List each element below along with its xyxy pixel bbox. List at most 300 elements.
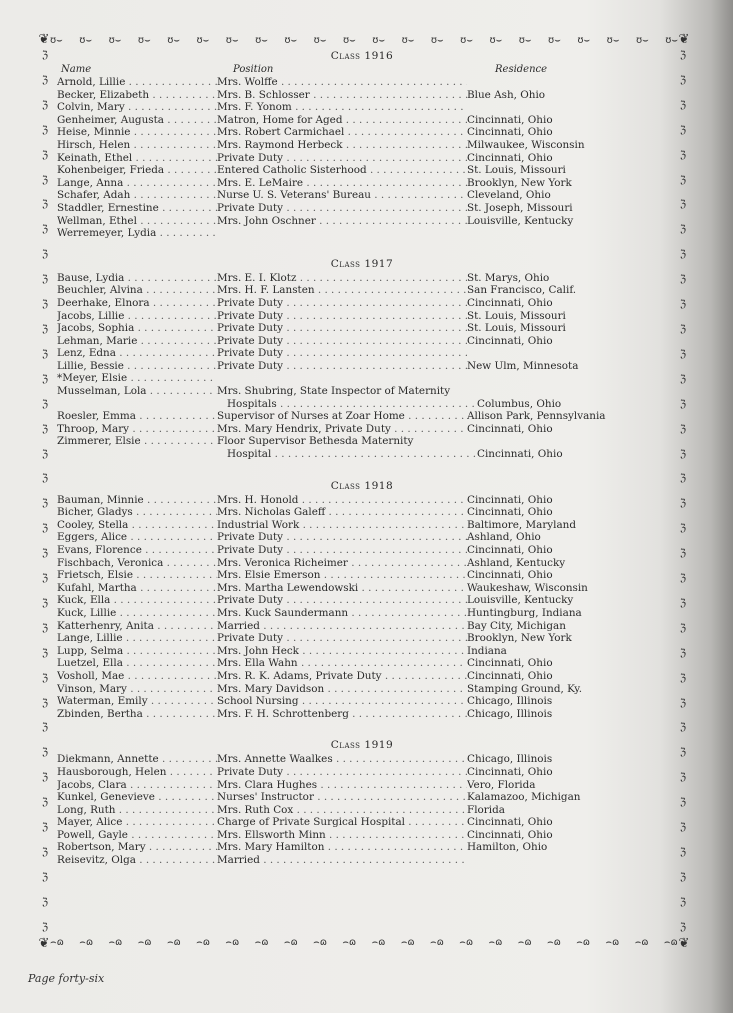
cell-position: Private Duty . . . — [217, 347, 467, 360]
border-ornament-icon: ʊ⌣ — [50, 35, 63, 46]
cell-position: Mrs. Ruth Cox . . . — [217, 804, 467, 817]
table-row — [57, 360, 647, 373]
cell-residence: Columbus, Ohio — [477, 397, 562, 410]
cell-position: Mrs. Martha Lewendowski . . . — [217, 582, 467, 595]
border-ornament-icon: ℨ — [679, 149, 687, 161]
cell-residence: Cincinnati, Ohio — [467, 113, 553, 126]
cell-position: Hospitals . . . — [217, 398, 477, 411]
table-row — [57, 347, 647, 360]
table-row — [57, 779, 647, 792]
cell-residence: Brooklyn, New York — [467, 176, 572, 189]
cell-position: Mrs. Robert Carmichael . . . — [217, 126, 467, 139]
cell-name: Bauman, Minnie . . . — [57, 494, 217, 507]
table-row — [57, 829, 647, 842]
cell-position: Mrs. Annette Waalkes . . . — [217, 753, 467, 766]
table-row — [57, 531, 647, 544]
cell-name: Vinson, Mary . . . — [57, 683, 217, 696]
border-ornament-icon: ℨ — [679, 523, 687, 535]
cell-name: Lange, Anna . . . — [57, 177, 217, 190]
table-row — [57, 708, 647, 721]
cell-residence: Cleveland, Ohio — [467, 189, 551, 202]
cell-name: Genheimer, Augusta . . . — [57, 114, 217, 127]
table-row — [57, 310, 647, 323]
border-ornament-icon: ℨ — [679, 423, 687, 435]
border-ornament-icon: ℨ — [679, 597, 687, 609]
cell-residence: Cincinnati, Ohio — [467, 506, 553, 519]
cell-name: Kohenbeiger, Frieda . . . — [57, 164, 217, 177]
cell-position: Nurse U. S. Veterans' Bureau . . . — [217, 189, 467, 202]
border-ornament-icon: ℨ — [41, 548, 49, 560]
border-ornament-icon: ʊ⌣ — [225, 35, 239, 46]
border-right — [674, 50, 692, 934]
cell-residence: St. Joseph, Missouri — [467, 201, 573, 214]
cell-residence: Cincinnati, Ohio — [467, 569, 553, 582]
cell-residence: Baltimore, Maryland — [467, 518, 577, 531]
cell-position: Mrs. F. H. Schrottenberg . . . — [217, 708, 467, 721]
cell-position: Private Duty . . . — [217, 632, 467, 645]
cell-position: Nurses' Instructor . . . — [217, 791, 467, 804]
border-ornament-icon: ℨ — [679, 124, 687, 136]
cell-residence: Cincinnati, Ohio — [477, 448, 563, 461]
cell-residence: Allison Park, Pennsylvania — [467, 410, 606, 423]
border-ornament-icon: ℨ — [41, 423, 49, 435]
cell-position: Private Duty . . . — [217, 297, 467, 310]
border-ornament-icon: ℨ — [41, 99, 49, 111]
cell-position: Mrs. Mary Davidson . . . — [217, 683, 467, 696]
cell-name: Schafer, Adah . . . — [57, 189, 217, 202]
cell-residence: Cincinnati, Ohio — [467, 544, 553, 556]
border-ornament-icon: ℨ — [679, 249, 687, 261]
table-row — [57, 114, 647, 127]
table-row — [57, 657, 647, 670]
border-ornament-icon: ℨ — [41, 174, 49, 186]
border-ornament-icon: ℨ — [41, 348, 49, 360]
border-ornament-icon: ℨ — [679, 373, 687, 385]
border-ornament-icon: ʊ⌣ — [489, 35, 503, 46]
corner-ornament-icon: ❦ — [38, 936, 50, 951]
cell-name: Colvin, Mary . . . — [57, 101, 217, 114]
border-ornament-icon: ℨ — [679, 174, 687, 186]
cell-name: Diekmann, Annette . . . — [57, 753, 217, 766]
border-ornament-icon: ⌢ɷ — [488, 937, 503, 948]
table-row — [57, 695, 647, 708]
cell-name: Waterman, Emily . . . — [57, 695, 217, 708]
cell-position: Mrs. Shubring, State Inspector of Maternity — [217, 385, 451, 398]
cell-residence: Cincinnati, Ohio — [467, 296, 553, 309]
cell-name: Robertson, Mary . . . — [57, 841, 217, 854]
cell-name: Lupp, Selma . . . — [57, 645, 217, 658]
cell-position: Mrs. E. LeMaire . . . — [217, 177, 467, 190]
border-ornament-icon: ʊ⌣ — [284, 35, 298, 46]
cell-position: Private Duty . . . — [217, 152, 467, 165]
cell-position: Mrs. John Heck . . . — [217, 645, 467, 658]
cell-position: Private Duty . . . — [217, 594, 467, 607]
border-ornament-icon: ʊ⌣ — [430, 35, 444, 46]
table-row — [57, 816, 647, 829]
cell-name: Lenz, Edna . . . — [57, 347, 217, 360]
border-ornament-icon: ⌢ɷ — [79, 937, 94, 948]
border-ornament-icon: ʊ⌣ — [635, 35, 649, 46]
border-top — [50, 32, 678, 50]
border-ornament-icon: ℨ — [679, 473, 687, 485]
corner-ornament-icon: ❦ — [38, 32, 50, 47]
cell-residence: St. Louis, Missouri — [467, 309, 566, 322]
border-ornament-icon: ʊ⌣ — [79, 35, 93, 46]
border-ornament-icon: ℨ — [41, 199, 49, 211]
table-row — [57, 804, 647, 817]
cell-name: Hirsch, Helen . . . — [57, 139, 217, 152]
table-row — [57, 841, 647, 854]
cell-residence: Chicago, Illinois — [467, 707, 553, 720]
table-row — [57, 215, 647, 228]
cell-name: Mayer, Alice . . . — [57, 816, 217, 829]
border-ornament-icon: ℨ — [41, 573, 49, 585]
border-ornament-icon: ʊ⌣ — [401, 35, 415, 46]
cell-position: Private Duty . . . — [217, 766, 467, 779]
border-ornament-icon: ⌢ɷ — [254, 937, 269, 948]
cell-residence: Huntingburg, Indiana — [467, 606, 582, 619]
cell-name: Jacobs, Sophia . . . — [57, 322, 217, 335]
border-ornament-icon: ℨ — [679, 722, 687, 734]
cell-name: Lillie, Bessie . . . — [57, 360, 217, 373]
cell-name: Hausborough, Helen . . . — [57, 766, 217, 779]
border-ornament-icon: ℨ — [679, 871, 687, 883]
cell-name: Arnold, Lillie . . . — [57, 76, 217, 89]
cell-position: Entered Catholic Sisterhood . . . — [217, 164, 467, 177]
cell-position: Married . . . — [217, 854, 467, 867]
border-ornament-icon: ⌢ɷ — [50, 937, 64, 948]
table-row — [57, 544, 647, 557]
class-heading: Class 1917 — [330, 257, 394, 270]
cell-residence: Cincinnati, Ohio — [467, 422, 553, 435]
border-ornament-icon: ℨ — [41, 149, 49, 161]
border-ornament-icon: ℨ — [41, 647, 49, 659]
border-ornament-icon: ʊ⌣ — [196, 35, 210, 46]
cell-name: Reisevitz, Olga . . . — [57, 854, 217, 867]
border-left — [36, 50, 54, 934]
cell-residence: Indiana — [467, 644, 507, 657]
class-section — [57, 258, 647, 461]
border-ornament-icon: ℨ — [41, 622, 49, 634]
cell-position: Mrs. Kuck Saundermann . . . — [217, 607, 467, 620]
cell-name: Powell, Gayle . . . — [57, 829, 217, 842]
border-ornament-icon: ⌢ɷ — [371, 937, 386, 948]
cell-name: Cooley, Stella . . . — [57, 519, 217, 532]
table-row — [57, 227, 647, 240]
border-ornament-icon: ⌢ɷ — [196, 937, 211, 948]
table-row — [57, 126, 647, 139]
cell-name: Lehman, Marie . . . — [57, 335, 217, 348]
border-ornament-icon: ℨ — [41, 323, 49, 335]
cell-residence: Louisville, Kentucky — [467, 214, 574, 227]
border-ornament-icon: ʊ⌣ — [518, 35, 532, 46]
border-ornament-icon: ⌢ɷ — [225, 937, 240, 948]
cell-residence — [467, 347, 647, 360]
border-ornament-icon: ℨ — [41, 921, 49, 933]
border-ornament-icon: ⌢ɷ — [459, 937, 474, 948]
alumnae-directory — [57, 50, 647, 886]
border-bottom — [50, 934, 678, 952]
border-ornament-icon: ℨ — [679, 323, 687, 335]
border-ornament-icon: ⌢ɷ — [313, 937, 327, 948]
table-row — [57, 683, 647, 696]
border-ornament-icon: ⌢ɷ — [137, 937, 152, 948]
table-row — [57, 854, 647, 867]
border-ornament-icon: ℨ — [41, 498, 49, 510]
class-heading: Class 1916 — [330, 50, 394, 62]
cell-residence: Ashland, Ohio — [467, 531, 541, 544]
border-ornament-icon: ℨ — [679, 548, 687, 560]
cell-position: Mrs. Ella Wahn . . . — [217, 657, 467, 670]
border-ornament-icon: ℨ — [679, 448, 687, 460]
cell-position: Hospital . . . — [217, 448, 477, 461]
cell-position: Supervisor of Nurses at Zoar Home . . . — [217, 410, 467, 423]
border-ornament-icon: ℨ — [41, 398, 49, 410]
border-ornament-icon: ℨ — [41, 124, 49, 136]
class-section — [57, 480, 647, 721]
cell-name: Roesler, Emma . . . — [57, 410, 217, 423]
cell-name: Long, Ruth . . . — [57, 804, 217, 817]
cell-name: Keinath, Ethel . . . — [57, 152, 217, 165]
cell-name: Musselman, Lola . . . — [57, 385, 217, 398]
cell-position: Private Duty . . . — [217, 322, 467, 335]
table-row — [57, 448, 647, 461]
table-row — [57, 791, 647, 804]
cell-position: Private Duty . . . — [217, 335, 467, 348]
cell-position: Private Duty . . . — [217, 310, 467, 323]
border-ornament-icon: ℨ — [679, 224, 687, 236]
border-ornament-icon: ℨ — [41, 672, 49, 684]
cell-name: Kuck, Ella . . . — [57, 594, 217, 607]
border-ornament-icon: ℨ — [41, 747, 49, 759]
cell-name: Vosholl, Mae . . . — [57, 670, 217, 683]
cell-name: Heise, Minnie . . . — [57, 126, 217, 139]
table-row — [57, 322, 647, 335]
border-ornament-icon: ℨ — [679, 199, 687, 211]
border-ornament-icon: ℨ — [41, 797, 49, 809]
border-ornament-icon: ʊ⌣ — [460, 35, 473, 46]
border-ornament-icon: ℨ — [41, 50, 49, 61]
table-row — [57, 164, 647, 177]
class-heading: Class 1918 — [330, 479, 394, 492]
cell-position: Mrs. Nicholas Galeff . . . — [217, 506, 467, 519]
cell-residence: Cincinnati, Ohio — [467, 151, 553, 164]
cell-position: Mrs. Mary Hamilton . . . — [217, 841, 467, 854]
border-ornament-icon: ℨ — [679, 921, 687, 933]
border-ornament-icon: ⌢ɷ — [342, 937, 357, 948]
border-ornament-icon: ℨ — [679, 847, 687, 858]
cell-position: Married . . . — [217, 620, 467, 633]
cell-residence: Stamping Ground, Ky. — [467, 682, 583, 695]
cell-position: Mrs. B. Schlosser . . . — [217, 89, 467, 102]
border-ornament-icon: ℨ — [41, 448, 49, 460]
border-ornament-icon: ⌢ɷ — [108, 937, 123, 948]
cell-residence: Chicago, Illinois — [467, 695, 553, 708]
table-row — [57, 594, 647, 607]
corner-ornament-icon: ❦ — [678, 936, 690, 951]
cell-residence: Kalamazoo, Michigan — [467, 791, 581, 804]
table-row — [57, 645, 647, 658]
table-row — [57, 435, 647, 448]
column-header-residence: Residence — [495, 64, 548, 75]
border-ornament-icon: ⌢ɷ — [517, 937, 532, 948]
cell-residence — [467, 76, 647, 89]
cell-name: Kufahl, Martha . . . — [57, 582, 217, 595]
border-ornament-icon: ⌢ɷ — [166, 937, 181, 948]
cell-residence: St. Marys, Ohio — [467, 271, 550, 284]
border-ornament-icon: ℨ — [679, 348, 687, 360]
cell-position: Charge of Private Surgical Hospital . . . — [217, 816, 467, 829]
border-ornament-icon: ʊ⌣ — [167, 35, 180, 46]
border-ornament-icon: ⌢ɷ — [576, 937, 591, 948]
table-row — [57, 152, 647, 165]
table-row — [57, 372, 647, 385]
page-number: Page forty-six — [28, 972, 105, 985]
cell-residence: Bay City, Michigan — [467, 619, 566, 632]
cell-position: Industrial Work . . . — [217, 519, 467, 532]
border-ornament-icon: ℨ — [679, 498, 687, 510]
cell-name: Throop, Mary . . . — [57, 423, 217, 436]
cell-name: Bicher, Gladys . . . — [57, 506, 217, 519]
cell-position: Mrs. H. Honold . . . — [217, 494, 467, 507]
cell-position: Mrs. Veronica Richeimer . . . — [217, 557, 467, 570]
cell-residence: Cincinnati, Ohio — [467, 126, 553, 139]
cell-residence: Ashland, Kentucky — [467, 556, 566, 569]
cell-position: Mrs. Raymond Herbeck . . . — [217, 139, 467, 152]
cell-position: Floor Supervisor Bethesda Maternity — [217, 435, 414, 448]
border-ornament-icon: ʊ⌣ — [548, 35, 561, 46]
class-heading: Class 1919 — [330, 739, 394, 752]
cell-residence: Cincinnati, Ohio — [467, 493, 553, 506]
border-ornament-icon: ℨ — [679, 822, 687, 834]
border-ornament-icon: ʊ⌣ — [665, 35, 678, 46]
border-ornament-icon: ʊ⌣ — [606, 35, 620, 46]
border-ornament-icon: ℨ — [679, 672, 687, 684]
border-ornament-icon: ℨ — [679, 274, 687, 286]
cell-residence: Cincinnati, Ohio — [467, 765, 553, 778]
border-ornament-icon: ℨ — [679, 797, 687, 809]
border-ornament-icon: ℨ — [41, 871, 49, 883]
cell-residence: Florida — [467, 803, 505, 816]
border-ornament-icon: ℨ — [679, 697, 687, 709]
border-ornament-icon: ⌢ɷ — [400, 937, 415, 948]
cell-name — [57, 448, 217, 461]
column-headers — [57, 64, 647, 76]
border-ornament-icon: ℨ — [679, 99, 687, 111]
cell-residence: Cincinnati, Ohio — [467, 828, 553, 841]
cell-residence: New Ulm, Minnesota — [467, 359, 579, 372]
border-ornament-icon: ⌢ɷ — [283, 937, 298, 948]
cell-name: Zimmerer, Elsie . . . — [57, 435, 217, 448]
cell-name: Lange, Lillie . . . — [57, 632, 217, 645]
border-ornament-icon: ℨ — [41, 224, 49, 236]
table-row — [57, 101, 647, 114]
cell-residence: Vero, Florida — [467, 778, 536, 791]
border-ornament-icon: ʊ⌣ — [108, 35, 122, 46]
border-ornament-icon: ⌢ɷ — [430, 937, 444, 948]
border-ornament-icon: ℨ — [679, 647, 687, 659]
cell-residence: Cincinnati, Ohio — [467, 669, 553, 682]
table-row — [57, 284, 647, 297]
cell-residence: Brooklyn, New York — [467, 632, 572, 645]
border-ornament-icon: ℨ — [679, 896, 687, 908]
table-row — [57, 607, 647, 620]
table-row — [57, 569, 647, 582]
cell-residence: St. Louis, Missouri — [467, 322, 566, 335]
border-ornament-icon: ℨ — [41, 847, 49, 858]
table-row — [57, 519, 647, 532]
border-ornament-icon: ℨ — [41, 772, 49, 784]
border-ornament-icon: ℨ — [41, 722, 49, 734]
border-ornament-icon: ℨ — [41, 249, 49, 261]
table-row — [57, 139, 647, 152]
table-row — [57, 89, 647, 102]
border-ornament-icon: ℨ — [679, 398, 687, 410]
table-row — [57, 272, 647, 285]
border-ornament-icon: ℨ — [679, 299, 687, 311]
cell-name: Kuck, Lillie . . . — [57, 607, 217, 620]
border-ornament-icon: ℨ — [679, 772, 687, 784]
cell-name: Staddler, Ernestine . . . — [57, 202, 217, 215]
table-row — [57, 177, 647, 190]
border-ornament-icon: ℨ — [41, 299, 49, 311]
border-ornament-icon: ⌢ɷ — [605, 937, 620, 948]
table-row — [57, 297, 647, 310]
cell-name: Becker, Elizabeth . . . — [57, 89, 217, 102]
cell-residence — [467, 854, 647, 867]
table-row — [57, 410, 647, 423]
border-ornament-icon: ℨ — [41, 597, 49, 609]
border-ornament-icon: ʊ⌣ — [313, 35, 327, 46]
cell-position: Mrs. E. I. Klotz . . . — [217, 272, 467, 285]
table-row — [57, 202, 647, 215]
table-row — [57, 398, 647, 411]
table-row — [57, 385, 647, 398]
cell-name: Jacobs, Clara . . . — [57, 779, 217, 792]
border-ornament-icon: ʊ⌣ — [372, 35, 386, 46]
class-section — [57, 50, 647, 240]
border-ornament-icon: ʊ⌣ — [137, 35, 151, 46]
cell-residence: Cincinnati, Ohio — [467, 657, 553, 670]
cell-position: Matron, Home for Aged . . . — [217, 114, 467, 127]
border-ornament-icon: ℨ — [41, 822, 49, 834]
column-header-name: Name — [61, 64, 92, 75]
border-ornament-icon: ℨ — [679, 747, 687, 759]
cell-residence: Blue Ash, Ohio — [467, 88, 546, 101]
border-ornament-icon: ʊ⌣ — [577, 35, 591, 46]
border-ornament-icon: ℨ — [41, 697, 49, 709]
cell-position: Mrs. Clara Hughes . . . — [217, 779, 467, 792]
border-ornament-icon: ℨ — [679, 50, 687, 61]
border-ornament-icon: ℨ — [41, 74, 49, 86]
cell-name: Bause, Lydia . . . — [57, 272, 217, 285]
cell-residence: Hamilton, Ohio — [467, 841, 548, 854]
cell-position: Mrs. H. F. Lansten . . . — [217, 284, 467, 297]
column-header-position: Position — [233, 64, 274, 75]
cell-name: *Meyer, Elsie . . . — [57, 372, 217, 385]
cell-position: Private Duty . . . — [217, 544, 467, 557]
border-ornament-icon: ℨ — [41, 473, 49, 485]
class-section — [57, 739, 647, 866]
table-row — [57, 670, 647, 683]
cell-name: Katterhenry, Anita . . . — [57, 620, 217, 633]
border-ornament-icon: ℨ — [679, 74, 687, 86]
cell-name: Jacobs, Lillie . . . — [57, 310, 217, 323]
cell-position: Private Duty . . . — [217, 360, 467, 373]
cell-position: Mrs. Elsie Emerson . . . — [217, 569, 467, 582]
cell-residence: St. Louis, Missouri — [467, 164, 566, 177]
border-ornament-icon: ʊ⌣ — [255, 35, 268, 46]
